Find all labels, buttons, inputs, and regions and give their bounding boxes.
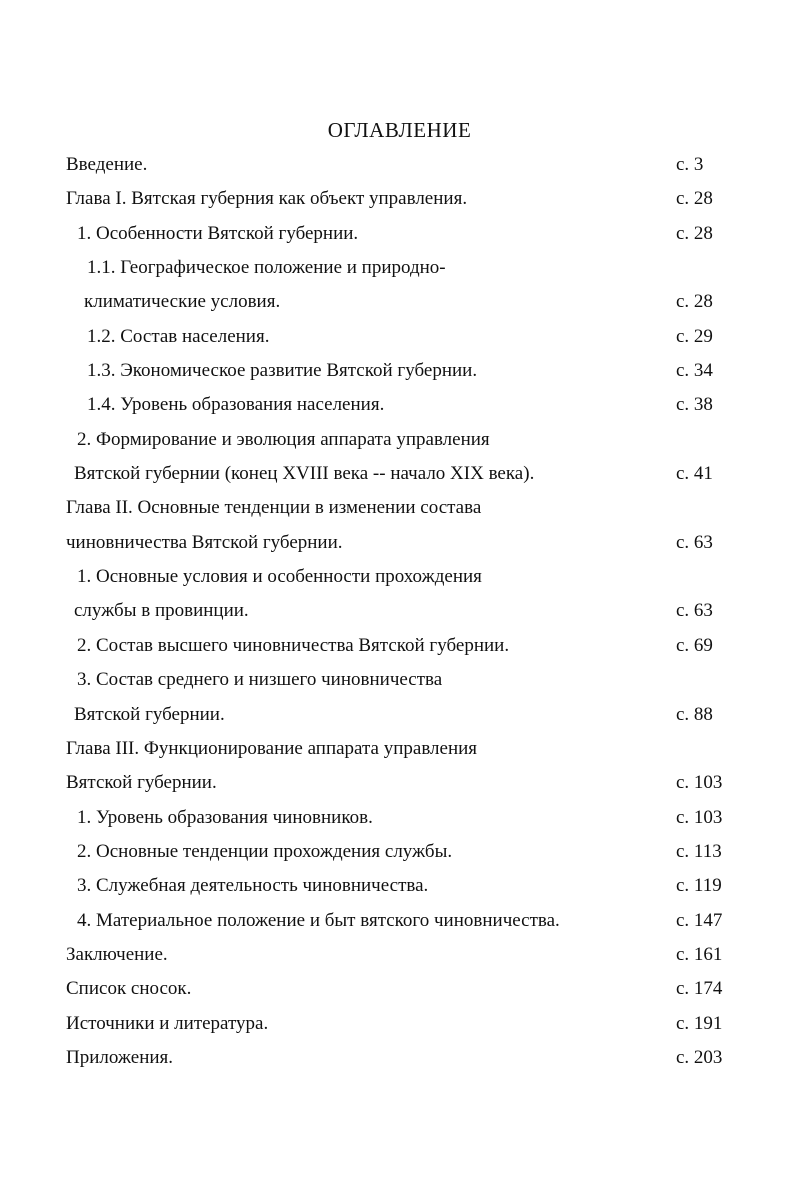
toc-entry-page: с. 63 (676, 600, 713, 622)
toc-entry-appendices (66, 1041, 730, 1075)
toc-entry-page: с. 38 (676, 394, 713, 416)
toc-entry-3-1 (66, 801, 730, 835)
toc-entry-text: 1.2. Состав населения. (87, 325, 270, 347)
toc-entry-1-1-1 (66, 251, 730, 285)
toc-entry-text: 1. Основные условия и особенности прохождения (77, 566, 482, 588)
toc-entry-page: с. 63 (676, 531, 713, 553)
toc-entry-text: Вятской губернии (конец XVIII века -- начало XIX века). (74, 463, 535, 485)
toc-title: ОГЛАВЛЕНИЕ (327, 118, 472, 142)
toc-entry-text: 3. Состав среднего и низшего чиновничества (77, 669, 443, 691)
toc-entry-text: 2. Основные тенденции прохождения службы. (77, 840, 453, 862)
toc-entry-text: Глава III. Функционирование аппарата управления (66, 737, 478, 759)
toc-entry-conclusion (66, 938, 730, 972)
toc-entry-text: 4. Материальное положение и быт вятского чиновничества. (77, 909, 560, 931)
toc-entry-1-2-cont (66, 457, 730, 491)
toc-entry-chapter-3-cont (66, 766, 730, 800)
toc-entry-chapter-3 (66, 732, 730, 766)
toc-entry-chapter-2-cont (66, 526, 730, 560)
toc-entry-2-2 (66, 629, 730, 663)
toc-entry-2-3 (66, 663, 730, 697)
toc-entry-text: 1. Уровень образования чиновников. (77, 806, 373, 828)
toc-entry-text: Вятской губернии. (74, 703, 225, 725)
toc-entry-chapter-1 (66, 182, 730, 216)
toc-entry-3-4 (66, 904, 730, 938)
toc-entry-text: 1. Особенности Вятской губернии. (77, 222, 359, 244)
toc-entry-2-1 (66, 560, 730, 594)
toc-entry-text: Глава II. Основные тенденции в изменении состава (66, 497, 482, 519)
toc-entry-page: с. 191 (676, 1012, 723, 1034)
toc-entry-page: с. 174 (676, 978, 723, 1000)
toc-entry-3-2 (66, 835, 730, 869)
toc-entry-1-2 (66, 423, 730, 457)
toc-entry-1-1-3 (66, 354, 730, 388)
toc-entry-page: с. 113 (676, 840, 722, 862)
toc-entry-1-1 (66, 217, 730, 251)
toc-entry-sources (66, 1007, 730, 1041)
toc-entry-page: с. 34 (676, 360, 713, 382)
toc-entry-text: 2. Состав высшего чиновничества Вятской губернии. (77, 634, 510, 656)
toc-entry-text: 3. Служебная деятельность чиновничества. (77, 875, 429, 897)
toc-entry-text: 1.3. Экономическое развитие Вятской губернии. (87, 360, 478, 382)
toc-entry-page: с. 3 (676, 154, 704, 175)
toc-entry-page: с. 203 (676, 1046, 723, 1068)
toc-entry-text: 2. Формирование и эволюция аппарата управления (77, 428, 490, 450)
toc-entry-page: с. 103 (676, 772, 723, 794)
toc-entry-page: с. 69 (676, 634, 713, 656)
toc-entry-1-1-2 (66, 320, 730, 354)
toc-entry-3-3 (66, 869, 730, 903)
toc-entry-page: с. 147 (676, 909, 723, 931)
toc-entry-page: с. 88 (676, 703, 713, 725)
toc-entry-text: климатические условия. (84, 291, 281, 313)
toc-entry-text: Глава I. Вятская губерния как объект управления. (66, 188, 468, 210)
toc-entry-footnotes (66, 972, 730, 1006)
toc-entry-text: Список сносок. (66, 978, 192, 1000)
toc-entry-page: с. 161 (676, 943, 723, 965)
toc-entry-text: 1.4. Уровень образования населения. (87, 394, 385, 416)
toc-entry-2-3-cont (66, 698, 730, 732)
toc-entry-text: службы в провинции. (74, 600, 249, 622)
toc-entry-text: Приложения. (66, 1046, 174, 1068)
toc-entry-page: с. 103 (676, 806, 723, 828)
toc-entry-text: Введение. (66, 154, 148, 175)
toc-entry-page: с. 41 (676, 463, 713, 485)
toc-entry-text: Заключение. (66, 943, 168, 965)
toc-entry-2-1-cont (66, 594, 730, 628)
toc-entry-chapter-2 (66, 491, 730, 525)
toc-entry-text: чиновничества Вятской губернии. (66, 531, 343, 553)
toc-entry-text: Источники и литература. (66, 1012, 269, 1034)
toc-entry-page: с. 28 (676, 188, 713, 210)
toc-entry-1-1-1-cont (66, 285, 730, 319)
toc-entry-introduction (66, 148, 730, 182)
toc-entry-text: 1.1. Географическое положение и природно- (87, 257, 446, 279)
table-of-contents (66, 148, 730, 1075)
toc-entry-page: с. 28 (676, 291, 713, 313)
toc-entry-page: с. 28 (676, 222, 713, 244)
toc-entry-page: с. 119 (676, 875, 722, 897)
toc-entry-page: с. 29 (676, 325, 713, 347)
toc-entry-text: Вятской губернии. (66, 772, 217, 794)
toc-entry-1-1-4 (66, 388, 730, 422)
